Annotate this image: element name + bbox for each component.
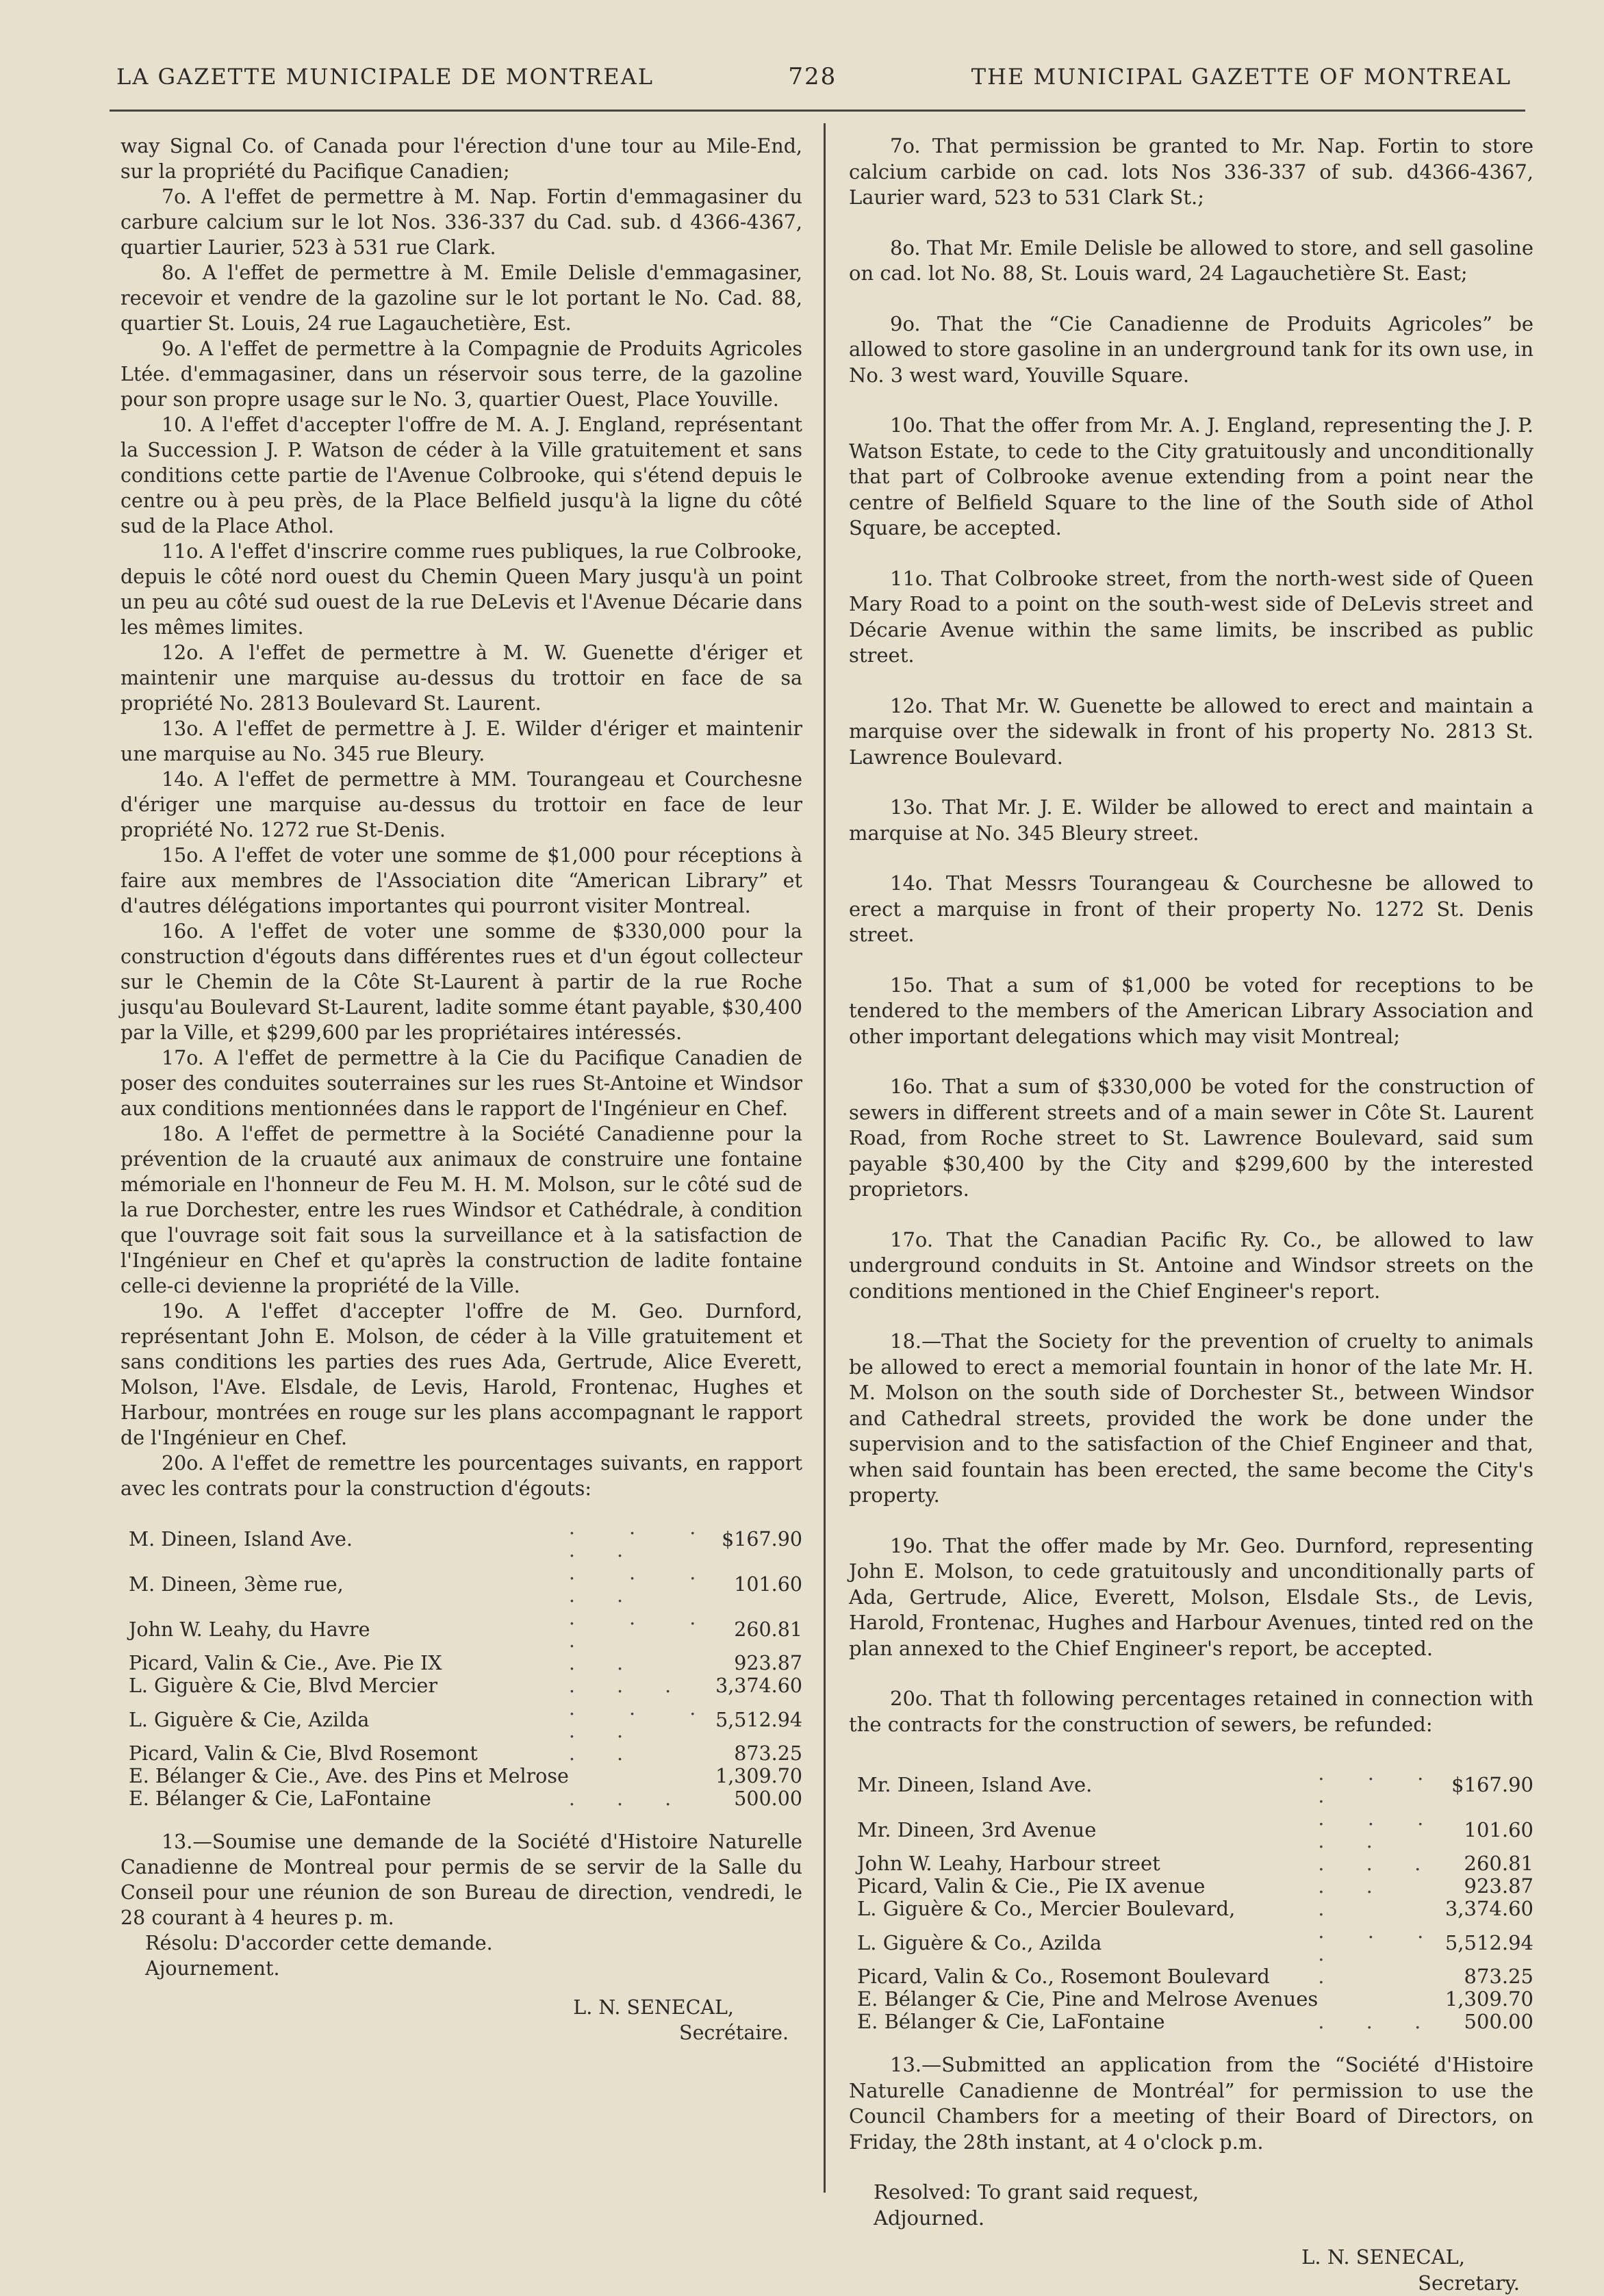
leader-dots: . . . . [569,1607,713,1652]
table-row [129,1516,802,1561]
contractor-name: L. Giguère & Cie, Blvd Mercier [129,1674,569,1697]
signature-block [120,1995,802,2045]
leader-dots: . . . . . [569,1516,713,1561]
contractor-name: M. Dineen, 3ème rue, [129,1561,569,1607]
signature-name: L. N. SENECAL, [849,2245,1465,2271]
leader-dots: . . . . . [569,1561,713,1607]
paragraph: 12o. That Mr. W. Guenette be allowed to erect and maintain a marquise over the sidewalk in front of his property No. 2813 St. Lawrence Boulevard. [849,693,1533,771]
table-row [129,1674,802,1697]
paragraph: 14o. A l'effet de permettre à MM. Tourangeau et Courchesne d'ériger une marquise au-dessus du trottoir en face de leur propriété No. 1272 rue St-Denis. [120,767,802,843]
refund-amount: 5,512.94 [1441,1920,1533,1965]
paragraph: way Signal Co. of Canada pour l'érection d'une tour au Mile-End, sur la propriété du Pacifique Canadien; [120,133,802,184]
paragraph: 7o. A l'effet de permettre à M. Nap. Fortin d'emmagasiner du carbure calcium sur le lot Nos. 336-337 du Cad. sub. d 4366-4367, quartier Laurier, 523 à 531 rue Clark. [120,184,802,260]
header-title-english: THE MUNICIPAL GAZETTE OF MONTREAL [971,64,1512,90]
column-divider [824,123,826,2193]
leader-dots: . . . . [1318,1920,1441,1965]
refund-amount: 1,309.70 [713,1765,802,1787]
refund-amount: 873.25 [713,1742,802,1765]
refund-table-english [857,1762,1533,2033]
table-row [129,1652,802,1674]
paragraph: 10o. That the offer from Mr. A. J. England, representing the J. P. Watson Estate, to cede to the City gratuitously and unconditionally that part of Colbrooke avenue extending from a point near the centre of Belfield Square to the line of the South side of Athol Square, be accepted. [849,413,1533,541]
refund-amount: 873.25 [1441,1965,1533,1988]
table-row [857,2011,1533,2033]
english-paragraphs [849,133,1533,1737]
contractor-name: E. Bélanger & Cie, LaFontaine [129,1787,569,1810]
paragraph: 19o. A l'effet d'accepter l'offre de M. Geo. Durnford, représentant John E. Molson, de céder à la Ville gratuitement et sans conditions les parties des rues Ada, Gertrude, Alice Everett, Molson, l'Ave. Elsdale, de Levis, Harold, Frontenac, Hughes et Harbour, montrées en rouge sur les plans accompagnant le rapport de l'Ingénieur en Chef. [120,1299,802,1451]
table-row [129,1765,802,1787]
resolution: Résolu: D'accorder cette demande. [120,1930,802,1956]
paragraph: 19o. That the offer made by Mr. Geo. Durnford, representing John E. Molson, to cede gratuitously and unconditionally parts of Ada, Gertrude, Alice, Everett, Molson, Elsdale Sts., de Levis, Harold, Frontenac, Hughes and Harbour Avenues, tinted red on the plan annexed to the Chief Engineer's report, be accepted. [849,1533,1533,1662]
paragraph: 12o. A l'effet de permettre à M. W. Guenette d'ériger et maintenir une marquise au-dessus du trottoir en face de sa propriété No. 2813 Boulevard St. Laurent. [120,640,802,716]
header-rule [110,110,1525,112]
french-paragraphs [120,133,802,1501]
adjournment: Adjourned. [849,2206,1533,2232]
contractor-name: Picard, Valin & Co., Rosemont Boulevard [857,1965,1318,1988]
resolution: Resolved: To grant said request, [849,2180,1533,2206]
refund-amount: 923.87 [1441,1875,1533,1898]
contractor-name: E. Bélanger & Cie, Pine and Melrose Avenues [857,1988,1318,2011]
page-header [116,63,1512,90]
refund-amount: 5,512.94 [713,1697,802,1742]
paragraph: 8o. That Mr. Emile Delisle be allowed to store, and sell gasoline on cad. lot No. 88, St. Louis ward, 24 Lagauchetière St. East; [849,235,1533,287]
paragraph: 16o. A l'effet de voter une somme de $330,000 pour la construction d'égouts dans différentes rues et d'un égout collecteur sur le Chemin de la Côte St-Laurent à partir de la rue Roche jusqu'au Boulevard St-Laurent, ladite somme étant payable, $30,400 par la Ville, et $299,600 par les propriétaires intéressés. [120,919,802,1045]
refund-amount: 500.00 [713,1787,802,1810]
contractor-name: E. Bélanger & Cie., Ave. des Pins et Melrose [129,1765,569,1787]
page-number: 728 [788,63,837,90]
table-row [129,1787,802,1810]
refund-amount: 3,374.60 [1441,1898,1533,1920]
paragraph: 8o. A l'effet de permettre à M. Emile Delisle d'emmagasiner, recevoir et vendre de la gazoline sur le lot portant le No. Cad. 88, quartier St. Louis, 24 rue Lagauchetière, Est. [120,260,802,336]
contractor-name: Mr. Dineen, 3rd Avenue [857,1807,1318,1852]
refund-amount: 101.60 [1441,1807,1533,1852]
contractor-name: L. Giguère & Cie, Azilda [129,1697,569,1742]
paragraph: 18.—That the Society for the prevention of cruelty to animals be allowed to erect a memorial fountain in honor of the late Mr. H. M. Molson on the south side of Dorchester St., between Windsor and Cathedral streets, provided the work be done under the supervision and to the satisfaction of the Chief Engineer and that, when said fountain has been erected, the same become the City's property. [849,1329,1533,1509]
contractor-name: Mr. Dineen, Island Ave. [857,1762,1318,1807]
paragraph: 9o. That the “Cie Canadienne de Produits Agricoles” be allowed to store gasoline in an underground tank for its own use, in No. 3 west ward, Youville Square. [849,311,1533,389]
refund-amount: $167.90 [1441,1762,1533,1807]
leader-dots: . . . . [1318,1762,1441,1807]
contractor-name: John W. Leahy, du Havre [129,1607,569,1652]
leader-dots: . [1318,1898,1441,1920]
leader-dots: . . . [569,1674,713,1697]
leader-dots: . . [569,1652,713,1674]
signature-name: L. N. SENECAL, [120,1995,734,2020]
table-row [857,1762,1533,1807]
paragraph: 15o. That a sum of $1,000 be voted for receptions to be tendered to the members of the American Library Association and other important delegations which may visit Montreal; [849,973,1533,1050]
paragraph: 20o. That th following percentages retained in connection with the contracts for the construction of sewers, be refunded: [849,1686,1533,1737]
paragraph: 16o. That a sum of $330,000 be voted for the construction of sewers in different streets and of a main sewer in Côte St. Laurent Road, from Roche street to St. Lawrence Boulevard, said sum payable $30,400 by the City and $299,600 by the interested proprietors. [849,1074,1533,1203]
leader-dots [569,1765,713,1787]
refund-table-french [129,1516,802,1810]
paragraph: 15o. A l'effet de voter une somme de $1,000 pour réceptions à faire aux membres de l'Association dite “American Library” et d'autres délégations importantes qui pourront visiter Montreal. [120,843,802,919]
adjournment: Ajournement. [120,1956,802,1981]
signature-block [849,2245,1533,2296]
contractor-name: Picard, Valin & Cie., Ave. Pie IX [129,1652,569,1674]
table-row [857,1807,1533,1852]
contractor-name: Picard, Valin & Cie., Pie IX avenue [857,1875,1318,1898]
refund-amount: 260.81 [713,1607,802,1652]
contractor-name: John W. Leahy, Harbour street [857,1852,1318,1875]
signature-title: Secrétaire. [120,2020,789,2045]
refund-amount: 101.60 [713,1561,802,1607]
table-row [129,1742,802,1765]
paragraph: 11o. That Colbrooke street, from the north-west side of Queen Mary Road to a point on the south-west side of DeLevis street and Décarie Avenue within the same limits, be inscribed as public street. [849,566,1533,669]
table-row [857,1920,1533,1965]
refund-amount: 3,374.60 [713,1674,802,1697]
contractor-name: L. Giguère & Co., Azilda [857,1920,1318,1965]
contractor-name: M. Dineen, Island Ave. [129,1516,569,1561]
header-title-french: LA GAZETTE MUNICIPALE DE MONTREAL [116,64,654,90]
paragraph: 13o. A l'effet de permettre à J. E. Wilder d'ériger et maintenir une marquise au No. 345 rue Bleury. [120,716,802,767]
table-row [857,1965,1533,1988]
table-row [129,1697,802,1742]
leader-dots: . [1318,1965,1441,1988]
table-row [857,1852,1533,1875]
paragraph: 14o. That Messrs Tourangeau & Courchesne be allowed to erect a marquise in front of their property No. 1272 St. Denis street. [849,871,1533,948]
leader-dots: . . . [1318,2011,1441,2033]
leader-dots: . . [1318,1875,1441,1898]
leader-dots [1318,1988,1441,2011]
refund-amount: 500.00 [1441,2011,1533,2033]
paragraph: 9o. A l'effet de permettre à la Compagnie de Produits Agricoles Ltée. d'emmagasiner, dans un réservoir sous terre, de la gazoline pour son propre usage sur le No. 3, quartier Ouest, Place Youville. [120,336,802,412]
paragraph: 13o. That Mr. J. E. Wilder be allowed to erect and maintain a marquise at No. 345 Bleury street. [849,795,1533,846]
refund-amount: 923.87 [713,1652,802,1674]
request-paragraph: 13.—Submitted an application from the “Société d'Histoire Naturelle Canadienne de Montréal” for permission to use the Council Chambers for a meeting of their Board of Directors, on Friday, the 28th instant, at 4 o'clock p.m. [849,2052,1533,2155]
paragraph: 17o. A l'effet de permettre à la Cie du Pacifique Canadien de poser des conduites souterraines sur les rues St-Antoine et Windsor aux conditions mentionnées dans le rapport de l'Ingénieur en Chef. [120,1045,802,1121]
table-row [857,1988,1533,2011]
request-paragraph: 13.—Soumise une demande de la Société d'Histoire Naturelle Canadienne de Montreal pour permis de se servir de la Salle du Conseil pour une réunion de son Bureau de direction, vendredi, le 28 courant à 4 heures p. m. [120,1829,802,1930]
refund-amount: 260.81 [1441,1852,1533,1875]
table-row [857,1875,1533,1898]
leader-dots: . . . [1318,1852,1441,1875]
signature-title: Secretary. [849,2271,1520,2296]
paragraph: 20o. A l'effet de remettre les pourcentages suivants, en rapport avec les contrats pour la construction d'égouts: [120,1451,802,1501]
english-column [849,133,1533,2296]
leader-dots: . . [569,1742,713,1765]
table-row [129,1561,802,1607]
leader-dots: . . . [569,1787,713,1810]
table-row [129,1607,802,1652]
french-column [120,133,802,2045]
contractor-name: Picard, Valin & Cie, Blvd Rosemont [129,1742,569,1765]
paragraph: 11o. A l'effet d'inscrire comme rues publiques, la rue Colbrooke, depuis le côté nord ouest du Chemin Queen Mary jusqu'à un point un peu au côté sud ouest de la rue DeLevis et l'Avenue Décarie dans les mêmes limites. [120,539,802,640]
table-row [857,1898,1533,1920]
refund-amount: 1,309.70 [1441,1988,1533,2011]
refund-amount: $167.90 [713,1516,802,1561]
paragraph: 7o. That permission be granted to Mr. Nap. Fortin to store calcium carbide on cad. lots Nos 336-337 of sub. d4366-4367, Laurier ward, 523 to 531 Clark St.; [849,133,1533,211]
leader-dots: . . . . . [1318,1807,1441,1852]
paragraph: 18o. A l'effet de permettre à la Société Canadienne pour la prévention de la cruauté aux animaux de construire une fontaine mémoriale en l'honneur de Feu M. H. M. Molson, sur le côté sud de la rue Dorchester, entre les rues Windsor et Cathédrale, à condition que l'ouvrage soit fait sous la surveillance et à la satisfaction de l'Ingénieur en Chef et qu'après la construction de ladite fontaine celle-ci devienne la propriété de la Ville. [120,1121,802,1299]
contractor-name: L. Giguère & Co., Mercier Boulevard, [857,1898,1318,1920]
paragraph: 10. A l'effet d'accepter l'offre de M. A. J. England, représentant la Succession J. P. Watson de céder à la Ville gratuitement et sans conditions cette partie de l'Avenue Colbrooke, qui s'étend depuis le centre ou à peu près, de la Place Belfield jusqu'à la ligne du côté sud de la Place Athol. [120,412,802,539]
leader-dots: . . . . . [569,1697,713,1742]
paragraph: 17o. That the Canadian Pacific Ry. Co., be allowed to law underground conduits in St. Antoine and Windsor streets on the conditions mentioned in the Chief Engineer's report. [849,1227,1533,1305]
contractor-name: E. Bélanger & Cie, LaFontaine [857,2011,1318,2033]
